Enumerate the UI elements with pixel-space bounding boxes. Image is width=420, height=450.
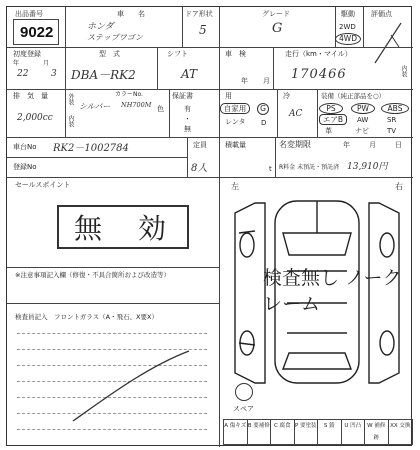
legend-c: C 腐食 bbox=[271, 420, 295, 444]
equip-airbag: エアB bbox=[319, 114, 347, 125]
warranty-opt-dot: ・ bbox=[184, 115, 191, 123]
month-label: 月 bbox=[43, 60, 50, 67]
change-month: 月 bbox=[369, 141, 376, 149]
recycle-label: R料金 未預託・預託済 bbox=[279, 164, 340, 171]
fuel-g: G bbox=[257, 103, 269, 115]
inspect-month: 月 bbox=[263, 77, 270, 85]
make-label: 車 名 bbox=[117, 10, 145, 18]
make-value: ホンダ bbox=[87, 22, 114, 32]
equip-label: 装備（純正部品を○） bbox=[321, 92, 386, 100]
stamp-char-1: 無 bbox=[73, 212, 108, 245]
change-label: 名変期限 bbox=[279, 140, 311, 149]
displacement-value: 2,000cc bbox=[17, 113, 53, 123]
chassis-label: 車台No bbox=[13, 143, 37, 151]
notes-label: ※注意事項記入欄（修復・不具合箇所および改造等） bbox=[15, 271, 170, 279]
inspector-label: 検査員記入 フロントガラス（A・飛石、X要X） bbox=[15, 313, 158, 321]
color-code: NH700M bbox=[121, 101, 152, 109]
warranty-label: 保証書 bbox=[172, 92, 193, 100]
interior-label: 内装 bbox=[67, 115, 74, 127]
legend-grid bbox=[223, 419, 413, 445]
legend-s: S 錆 bbox=[318, 420, 342, 444]
diagram-overlay-text: 検査無し ノークレーム bbox=[263, 267, 402, 315]
reg-no-label: 登録No bbox=[13, 163, 37, 171]
month-value: 3 bbox=[51, 69, 57, 79]
capacity-value: 8人 bbox=[191, 163, 208, 174]
shift-label: シフト bbox=[167, 50, 188, 58]
year-value: 22 bbox=[17, 69, 29, 79]
grade-label: グレード bbox=[262, 10, 290, 18]
legend-b: B 要補修 bbox=[248, 420, 272, 444]
doors-value: 5 bbox=[199, 23, 207, 37]
spare-label: スペア bbox=[233, 405, 254, 413]
equip-leather: 革 bbox=[325, 127, 332, 135]
load-unit: t bbox=[269, 165, 272, 173]
mileage-label: 走行（km・マイル） bbox=[285, 50, 352, 58]
void-stamp bbox=[57, 205, 189, 249]
capacity-label: 定員 bbox=[193, 141, 207, 149]
lot-number: 9022 bbox=[20, 24, 54, 41]
spare-tire-icon bbox=[235, 383, 253, 401]
equip-tv: TV bbox=[387, 127, 397, 135]
inspect-year: 年 bbox=[241, 77, 248, 85]
score-label: 評価点 bbox=[371, 10, 392, 18]
legend-p: P 要塗装 bbox=[295, 420, 319, 444]
cool-label: 冷 bbox=[283, 92, 290, 100]
lot-box bbox=[13, 19, 59, 45]
type-value: DBA－RK2 bbox=[71, 68, 136, 82]
inner-label: 内装 bbox=[400, 65, 407, 77]
diagram-right-label: 右 bbox=[395, 182, 403, 191]
drive-2wd: 2WD bbox=[339, 23, 356, 31]
equip-sr: SR bbox=[387, 116, 397, 124]
exterior-label: 外装 bbox=[67, 93, 74, 105]
color-value: シルバー bbox=[79, 102, 111, 111]
load-label: 積載量 bbox=[225, 141, 246, 149]
cool-value: AC bbox=[289, 109, 303, 119]
score-cross-mark bbox=[365, 17, 411, 69]
change-year: 年 bbox=[343, 141, 350, 149]
equip-ps: PS bbox=[319, 103, 343, 114]
type-label: 型 式 bbox=[99, 50, 120, 58]
mileage-value: 170466 bbox=[291, 67, 347, 82]
inspect-label: 車 検 bbox=[225, 50, 246, 58]
selling-points-label: セールスポイント bbox=[15, 181, 71, 189]
recycle-value: 13,910円 bbox=[347, 162, 388, 172]
color-label: カラーNo. bbox=[115, 91, 143, 98]
stamp-char-2: 効 bbox=[137, 212, 172, 245]
color-unit: 色 bbox=[157, 105, 164, 113]
reg-label: 初度登録 bbox=[13, 50, 41, 58]
diagram-left-label: 左 bbox=[231, 182, 239, 191]
doors-label: ドア形状 bbox=[185, 10, 213, 18]
auction-sheet bbox=[6, 6, 412, 446]
drive-label: 駆動 bbox=[341, 10, 355, 18]
pen-stroke bbox=[67, 347, 197, 427]
shift-value: AT bbox=[181, 67, 198, 81]
grade-value: G bbox=[272, 21, 283, 36]
legend-a: A 傷キズ bbox=[224, 420, 248, 444]
warranty-opt-yes: 有 bbox=[184, 105, 191, 113]
legend-u: U 凹凸 bbox=[342, 420, 366, 444]
chassis-value: RK2－1002784 bbox=[53, 143, 129, 154]
change-day: 日 bbox=[395, 141, 402, 149]
equip-abs: ABS bbox=[381, 103, 409, 114]
year-label: 年 bbox=[13, 60, 20, 67]
use-label: 用 bbox=[225, 92, 232, 100]
equip-pw: PW bbox=[351, 103, 375, 114]
drive-4wd: 4WD bbox=[335, 33, 361, 45]
model-value: ステップワゴン bbox=[87, 33, 143, 42]
displacement-label: 排 気 量 bbox=[13, 92, 48, 100]
use-rental: レンタ bbox=[225, 118, 246, 126]
equip-aw: AW bbox=[357, 116, 369, 124]
use-private: 自家用 bbox=[220, 103, 250, 114]
warranty-opt-no: 無 bbox=[184, 125, 191, 133]
fuel-d: D bbox=[261, 119, 267, 127]
lot-label: 出品番号 bbox=[15, 10, 43, 18]
legend-w: W 補修跡 bbox=[365, 420, 389, 444]
equip-navi: ナビ bbox=[355, 127, 369, 135]
legend-xx: XX 交換 bbox=[390, 423, 411, 429]
